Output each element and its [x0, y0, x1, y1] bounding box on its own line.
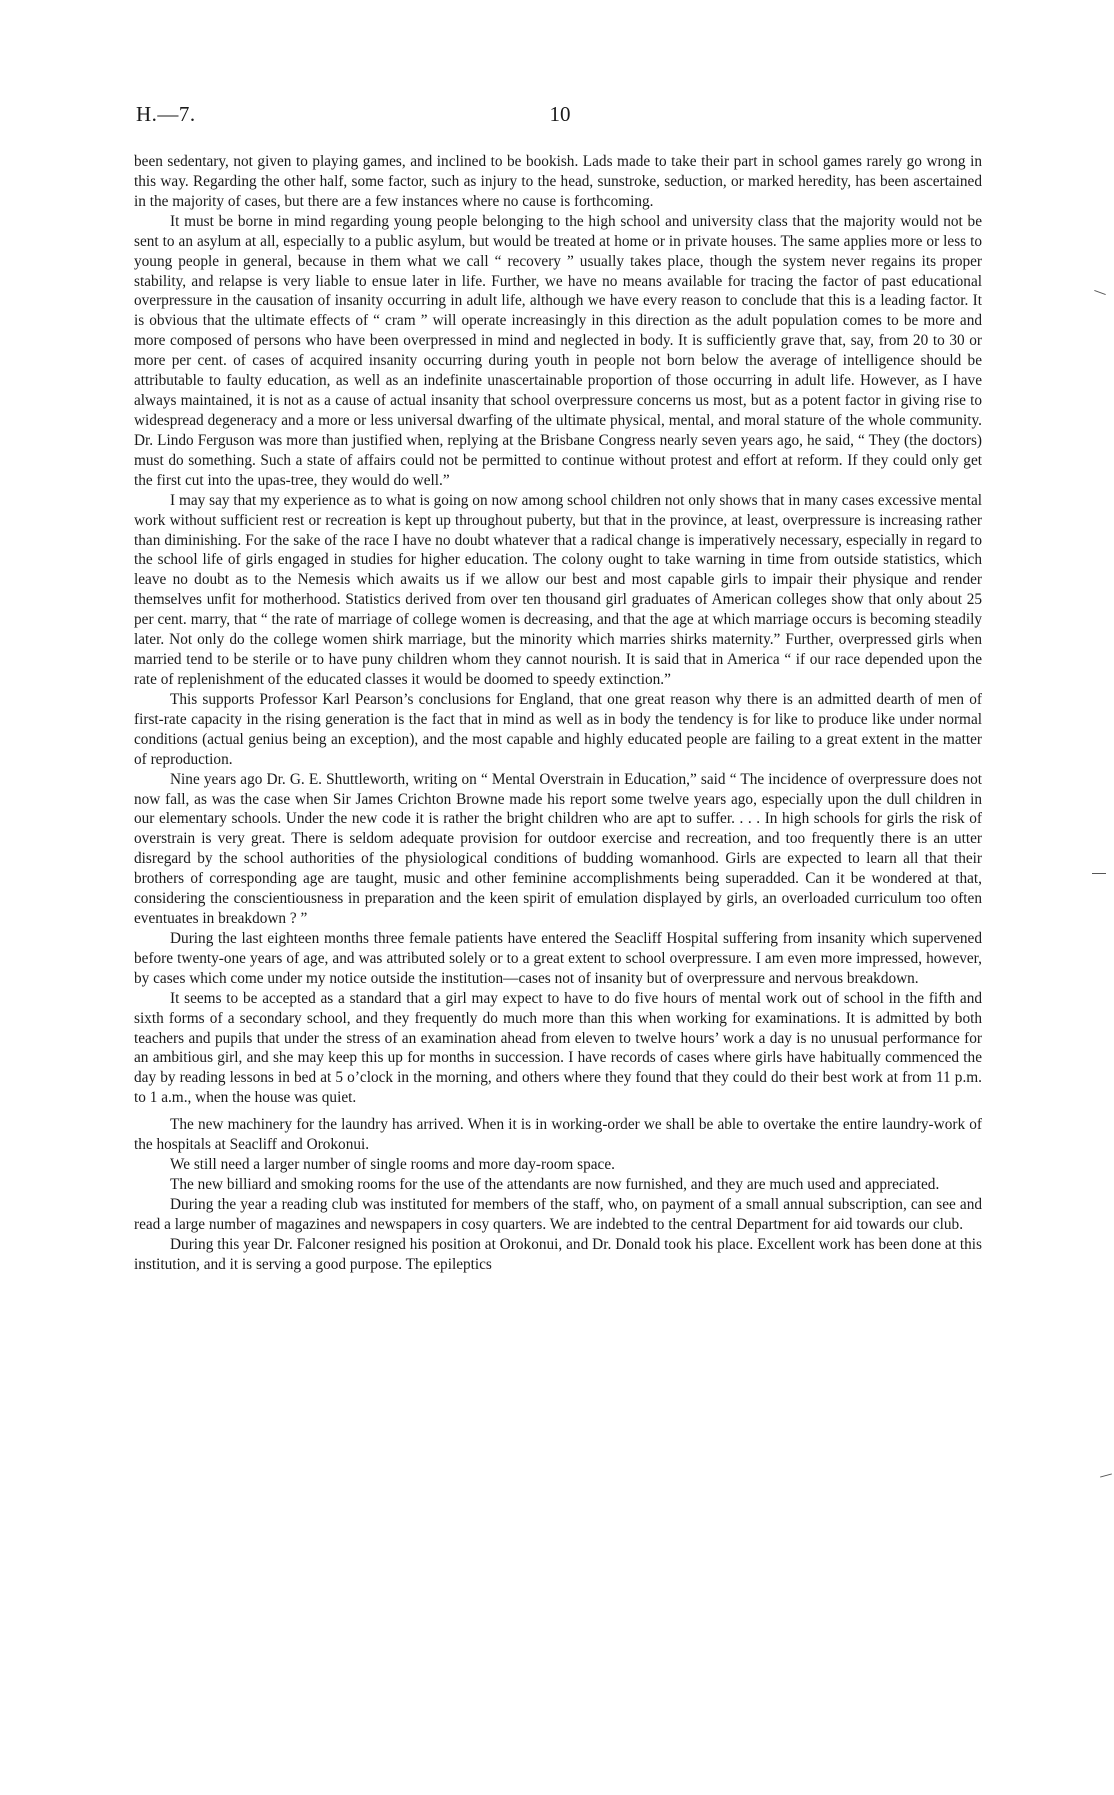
paragraph: During the last eighteen months three female patients have entered the Seacliff Hospital suffering from insanity which supervened before twenty-one years of age, and was attributed solely or to a great extent to school overpressure. I am even more impressed, however, by cases which come under my notice outside the institution—cases not of insanity but of overpressure and nervous breakdown. — [134, 929, 982, 987]
paragraph: It must be borne in mind regarding young people belonging to the high school and university class that the majority would not be sent to an asylum at all, especially to a public asylum, but would be treated at home or in private houses. The same applies more or less to young people in general, because in them what we call “ recovery ” usually takes place, though the system never regains its proper stability, and relapse is very liable to ensue later in life. Further, we have no means available for tracing the factor of past educational overpressure in the causation of insanity occurring in adult life, although we have every reason to conclude that this is a leading factor. It is obvious that the ultimate effects of “ cram ” will operate increasingly in this direction as the adult population comes to be more and more composed of persons who have been overpressed in mind and neglected in body. It is sufficiently grave that, say, from 20 to 30 or more per cent. of cases of acquired insanity occurring during youth in people not born below the average of intelligence should be attributable to faulty education, as well as an indefinite unascertainable proportion of those occurring in adult life. However, as I have always maintained, it is not as a cause of actual insanity that school overpressure concerns us most, but as a potent factor in giving rise to widespread degeneracy and a more or less universal dwarfing of the ultimate physical, mental, and moral stature of the whole community. Dr. Lindo Ferguson was more than justified when, replying at the Brisbane Congress nearly seven years ago, he said, “ They (the doctors) must do something. Such a state of affairs could not be permitted to continue without protest and effort at reform. If they could only get the first cut into the upas-tree, they would do well.” — [134, 212, 982, 489]
paragraph: This supports Professor Karl Pearson’s conclusions for England, that one great reason why there is an admitted dearth of men of first-rate capacity in the rising generation is the fact that in mind as well as in body the tendency is for like to produce like under normal conditions (actual genius being an exception), and the most capable and highly educated people are failing to a great extent in the matter of reproduction. — [134, 690, 982, 768]
margin-mark — [1094, 290, 1106, 295]
paragraph: The new billiard and smoking rooms for the use of the attendants are now furnished, and they are much used and appreciated. — [170, 1176, 940, 1194]
document-code: H.—7. — [136, 102, 196, 126]
paragraph: I may say that my experience as to what is going on now among school children not only shows that in many cases excessive mental work without sufficient rest or recreation is kept up throughout puberty, but that in the province, at least, overpressure is increasing rather than diminishing. For the sake of the race I have no doubt whatever that a radical change is imperatively necessary, especially in regard to the school life of girls engaged in studies for higher education. The colony ought to take warning in time from outside statistics, which leave no doubt as to the Nemesis which awaits us if we allow our best and most capable girls to impair their physique and render themselves unfit for motherhood. Statistics derived from over ten thousand girl graduates of American colleges show that only about 25 per cent. marry, that “ the rate of marriage of college women is decreasing, and that the age at which marriage occurs is becoming steadily later. Not only do the college women shirk marriage, but the minority which marries shirks maternity.” Further, overpressed girls when married tend to be sterile or to have puny children whom they cannot nourish. It is said that in America “ if our race depended upon the rate of replenishment of the educated classes it would be doomed to speedy extinction.” — [134, 491, 982, 688]
paragraph: It seems to be accepted as a standard that a girl may expect to have to do five hours of mental work out of school in the fifth and sixth forms of a secondary school, and they frequently do much more than this when working for examinations. It is admitted by both teachers and pupils that under the stress of an examination ahead from eleven to twelve hours’ work a day is no unusual performance for an ambitious girl, and she may keep this up for months in succession. I have records of cases where girls have habitually commenced the day by reading lessons in bed at 5 o’clock in the morning, and others where they found that they could do their best work at from 11 p.m. to 1 a.m., when the house was quiet. — [134, 989, 982, 1107]
paragraph: been sedentary, not given to playing games, and inclined to be bookish. Lads made to take their part in school games rarely go wrong in this way. Regarding the other half, some factor, such as injury to the head, sunstroke, seduction, or marked heredity, has been ascertained in the majority of cases, but there are a few instances where no cause is forthcoming. — [134, 153, 982, 210]
page-number: 10 — [549, 102, 571, 126]
margin-mark — [1100, 1473, 1112, 1477]
paragraph: The new machinery for the laundry has arrived. When it is in working-order we shall be able to overtake the entire laundry-work of the hospitals at Seacliff and Orokonui. — [134, 1116, 982, 1154]
paragraph: During this year Dr. Falconer resigned his position at Orokonui, and Dr. Donald took his place. Excellent work has been done at this institution, and it is serving a good purpose. The epileptics — [134, 1235, 982, 1273]
paragraph: We still need a larger number of single rooms and more day-room space. — [170, 1156, 615, 1174]
running-header — [0, 102, 1114, 132]
margin-mark — [1092, 873, 1106, 874]
body-text — [134, 152, 982, 1275]
paragraph: During the year a reading club was instituted for members of the staff, who, on payment of a small annual subscription, can see and read a large number of magazines and newspapers in cosy quarters. We are indebted to the central Department for aid towards our club. — [134, 1195, 982, 1233]
paragraph: Nine years ago Dr. G. E. Shuttleworth, writing on “ Mental Overstrain in Education,” said “ The incidence of overpressure does not now fall, as was the case when Sir James Crichton Browne made his report some twelve years ago, especially upon the dull children in our elementary schools. Under the new code it is rather the bright children who are apt to suffer. . . . In high schools for girls the risk of overstrain is very great. There is seldom adequate provision for outdoor exercise and recreation, and too frequently there is an utter disregard by the school authorities of the physiological conditions of budding womanhood. Girls are expected to learn all that their brothers of corresponding age are taught, music and other feminine accomplishments being superadded. Can it be wondered at that, considering the conscientiousness in preparation and the keen spirit of emulation displayed by girls, an overloaded curriculum too often eventuates in breakdown ? ” — [134, 770, 982, 928]
